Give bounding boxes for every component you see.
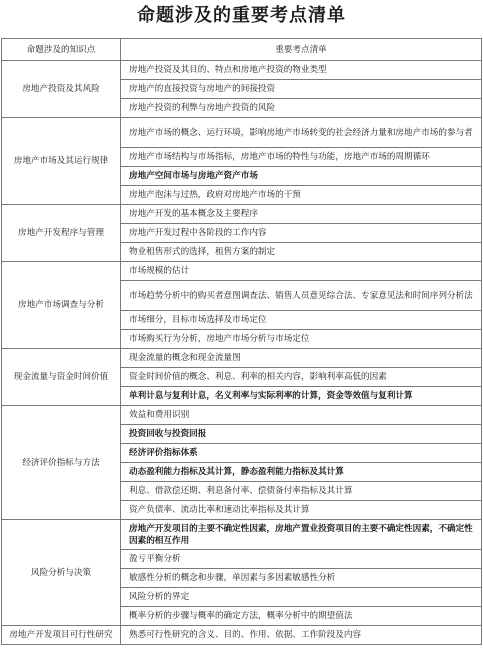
key-point: 房地产市场的概念、运行环境，影响房地产市场转变的社会经济力量和房地产市场的参与者 [121,118,482,148]
key-point: 房地产空间市场与房地产资产市场 [121,167,482,186]
key-point: 利息、借款偿还期、利息备付率、偿债备付率指标及其计算 [121,482,482,501]
key-point: 单利计息与复利计息，名义利率与实际利率的计算，资金等效值与复利计算 [121,387,482,406]
knowledge-category: 房地产投资及其风险 [2,61,121,118]
key-point: 资金时间价值的概念、利息、利率的相关内容，影响利率高低的因素 [121,368,482,387]
table-row [2,118,482,148]
key-point: 房地产市场结构与市场指标，房地产市场的特性与功能，房地产市场的周期循环 [121,148,482,167]
key-point: 房地产投资的利弊与房地产投资的风险 [121,99,482,118]
key-point: 概率分析的步骤与概率的确定方法，概率分析中的期望值法 [121,607,482,626]
header-points: 重要考点清单 [121,39,482,61]
key-point: 房地产泡沫与过热，政府对房地产市场的干预 [121,186,482,205]
knowledge-category: 房地产开发项目可行性研究 [2,626,121,645]
key-point: 房地产开发的基本概念及主要程序 [121,205,482,224]
knowledge-category: 现金流量与资金时间价值 [2,349,121,406]
key-point: 风险分析的界定 [121,588,482,607]
knowledge-category: 经济评价指标与方法 [2,406,121,520]
key-point: 熟悉可行性研究的含义、目的、作用、依据、工作阶段及内容 [121,626,482,645]
table-row [2,61,482,80]
knowledge-category: 房地产市场调查与分析 [2,262,121,349]
key-points-table [1,38,482,645]
key-point: 现金流量的概念和现金流量图 [121,349,482,368]
knowledge-category: 房地产市场及其运行规律 [2,118,121,205]
table-body [2,61,482,645]
header-knowledge: 命题涉及的知识点 [2,39,121,61]
key-point: 市场细分，目标市场选择及市场定位 [121,311,482,330]
key-point: 敏感性分析的概念和步骤，单因素与多因素敏感性分析 [121,569,482,588]
key-point: 投资回收与投资回报 [121,425,482,444]
key-point: 资产负债率、流动比率和速动比率指标及其计算 [121,501,482,520]
key-point: 市场购买行为分析，房地产市场分析与市场定位 [121,330,482,349]
knowledge-category: 风险分析与决策 [2,520,121,626]
key-point: 市场趋势分析中的购买者意图调查法、销售人员意见综合法、专家意见法和时间序列分析法 [121,281,482,311]
key-point: 动态盈利能力指标及其计算，静态盈利能力指标及其计算 [121,463,482,482]
key-point: 市场规模的估计 [121,262,482,281]
key-point: 房地产开发过程中各阶段的工作内容 [121,224,482,243]
key-point: 盈亏平衡分析 [121,550,482,569]
table-row [2,262,482,281]
table-row [2,520,482,550]
key-point: 物业租售形式的选择，租售方案的制定 [121,243,482,262]
key-point: 经济评价指标体系 [121,444,482,463]
table-header-row [2,39,482,61]
key-point: 房地产的直接投资与房地产的间接投资 [121,80,482,99]
knowledge-category: 房地产开发程序与管理 [2,205,121,262]
table-row [2,406,482,425]
key-point: 房地产开发项目的主要不确定性因素，房地产置业投资项目的主要不确定性因素，不确定性因素的相互作用 [121,520,482,550]
key-point: 房地产投资及其目的、特点和房地产投资的物业类型 [121,61,482,80]
table-row [2,626,482,645]
page-title: 命题涉及的重要考点清单 [137,5,346,26]
key-point: 效益和费用识别 [121,406,482,425]
table-row [2,205,482,224]
table-row [2,349,482,368]
